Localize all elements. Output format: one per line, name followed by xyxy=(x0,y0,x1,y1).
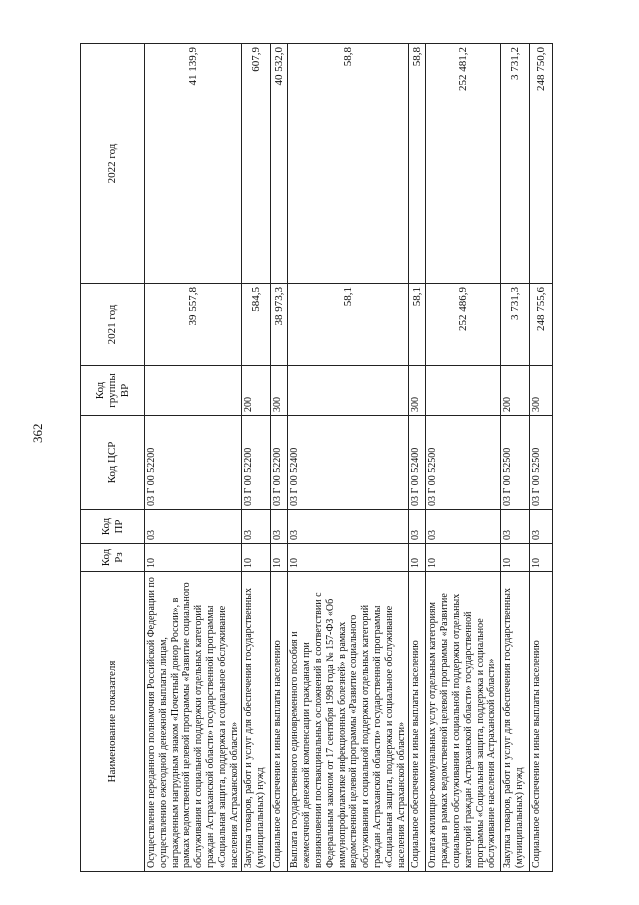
row-name: Оплата жилищно-коммунальных услуг отдельным категориям граждан в рамках ведомственной целевой программы «Развитие социального обслуживания и социальной поддержки отдельных категорий граждан Астраханской области» государственной программы «Социальная защита, поддержка и социальное обслуживание населения Астраханской области» xyxy=(426,572,501,872)
row-rz: 10 xyxy=(409,544,426,572)
row-name: Социальное обеспечение и иные выплаты населению xyxy=(271,572,288,872)
row-rz: 10 xyxy=(145,544,242,572)
header-rz: Код Рз xyxy=(81,544,145,572)
row-2021: 248 755,6 xyxy=(530,284,553,366)
row-pr: 03 xyxy=(242,510,271,544)
budget-table-rotated xyxy=(80,44,547,872)
row-pr: 03 xyxy=(530,510,553,544)
header-name: Наименование показателя xyxy=(81,572,145,872)
row-pr: 03 xyxy=(288,510,409,544)
row-vr xyxy=(288,366,409,416)
row-rz: 10 xyxy=(288,544,409,572)
row-rz: 10 xyxy=(271,544,288,572)
row-rz: 10 xyxy=(426,544,501,572)
row-csr: 03 Г 00 52500 xyxy=(530,416,553,510)
row-2021: 58,1 xyxy=(409,284,426,366)
table-header-row xyxy=(81,44,145,872)
row-2022: 3 731,2 xyxy=(501,44,530,284)
table-row xyxy=(145,44,242,872)
row-vr: 300 xyxy=(530,366,553,416)
row-vr: 200 xyxy=(242,366,271,416)
row-pr: 03 xyxy=(271,510,288,544)
row-rz: 10 xyxy=(242,544,271,572)
row-name: Закупка товаров, работ и услуг для обеспечения государственных (муниципальных) нужд xyxy=(242,572,271,872)
row-2022: 252 481,2 xyxy=(426,44,501,284)
table-row xyxy=(242,44,271,872)
header-csr: Код ЦСР xyxy=(81,416,145,510)
row-2022: 58,8 xyxy=(409,44,426,284)
row-csr: 03 Г 00 52200 xyxy=(145,416,242,510)
row-2021: 39 557,8 xyxy=(145,284,242,366)
table-row xyxy=(288,44,409,872)
table-row xyxy=(409,44,426,872)
budget-table xyxy=(80,43,553,872)
row-csr: 03 Г 00 52400 xyxy=(409,416,426,510)
row-name: Осуществление переданного полномочия Российской Федерации по осуществлению ежегодной денежной выплаты лицам, награжденным нагрудным знаком «Почетный донор России», в рамках ведомственной целевой программы «Развитие социального обслуживания и социальной поддержки отдельных категорий граждан Астраханской области» государственной программы «Социальная защита, поддержка и социальное обслуживание населения Астраханской области» xyxy=(145,572,242,872)
header-vr: Код группы ВР xyxy=(81,366,145,416)
header-2022: 2022 год xyxy=(81,44,145,284)
row-pr: 03 xyxy=(409,510,426,544)
row-2022: 41 139,9 xyxy=(145,44,242,284)
row-2022: 40 532,0 xyxy=(271,44,288,284)
row-2021: 3 731,3 xyxy=(501,284,530,366)
row-vr: 300 xyxy=(409,366,426,416)
row-2021: 584,5 xyxy=(242,284,271,366)
row-csr: 03 Г 00 52500 xyxy=(426,416,501,510)
row-2021: 252 486,9 xyxy=(426,284,501,366)
row-2021: 38 973,3 xyxy=(271,284,288,366)
row-csr: 03 Г 00 52200 xyxy=(271,416,288,510)
row-csr: 03 Г 00 52500 xyxy=(501,416,530,510)
row-2022: 58,8 xyxy=(288,44,409,284)
row-name: Социальное обеспечение и иные выплаты населению xyxy=(409,572,426,872)
row-2022: 248 750,0 xyxy=(530,44,553,284)
row-name: Социальное обеспечение и иные выплаты населению xyxy=(530,572,553,872)
page-number: 362 xyxy=(30,423,45,443)
table-row xyxy=(530,44,553,872)
row-name: Закупка товаров, работ и услуг для обеспечения государственных (муниципальных) нужд xyxy=(501,572,530,872)
row-pr: 03 xyxy=(501,510,530,544)
table-row xyxy=(426,44,501,872)
row-2022: 607,9 xyxy=(242,44,271,284)
row-csr: 03 Г 00 52400 xyxy=(288,416,409,510)
row-rz: 10 xyxy=(501,544,530,572)
row-vr xyxy=(145,366,242,416)
row-2021: 58,1 xyxy=(288,284,409,366)
table-row xyxy=(501,44,530,872)
row-pr: 03 xyxy=(426,510,501,544)
row-vr: 300 xyxy=(271,366,288,416)
row-vr: 200 xyxy=(501,366,530,416)
row-vr xyxy=(426,366,501,416)
header-2021: 2021 год xyxy=(81,284,145,366)
row-pr: 03 xyxy=(145,510,242,544)
header-pr: Код ПР xyxy=(81,510,145,544)
row-csr: 03 Г 00 52200 xyxy=(242,416,271,510)
table-row xyxy=(271,44,288,872)
row-rz: 10 xyxy=(530,544,553,572)
row-name: Выплата государственного единовременного пособия и ежемесячной денежной компенсации гражданам при возникновении поствакцинальных осложнений в соответствии с Федеральным законом от 17 сентября 1998 года № 157-ФЗ «Об иммунопрофилактике инфекционных болезней» в рамках ведомственной целевой программы «Развитие социального обслуживания и социальной поддержки отдельных категорий граждан Астраханской области» государственной программы «Социальная защита, поддержка и социальное обслуживание населения Астраханской области» xyxy=(288,572,409,872)
